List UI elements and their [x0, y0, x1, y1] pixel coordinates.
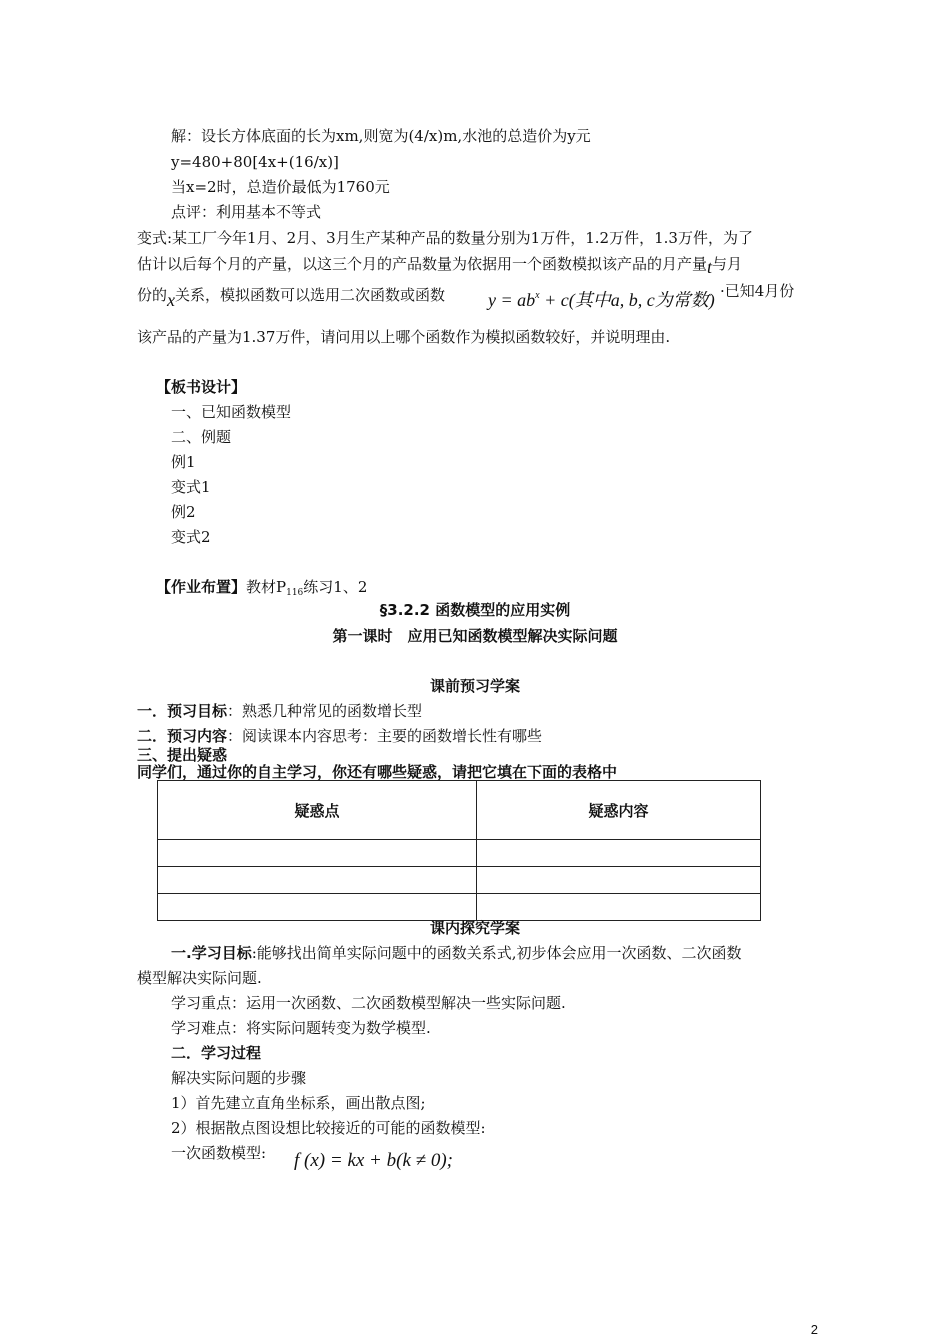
homework-tail: 练习1、2 — [303, 578, 368, 596]
board-item: 一、已知函数模型 — [171, 403, 292, 421]
variant-line-3b: 关系，模拟函数可以选用二次函数或函数 — [175, 286, 446, 304]
steps-title: 解决实际问题的步骤 — [171, 1069, 307, 1087]
preview-content — [137, 726, 542, 746]
table-row — [158, 840, 761, 867]
homework-text: 教材P — [246, 578, 287, 596]
variant-line-2a: 估计以后每个月的产量，以这三个月的产品数量为依据用一个函数模拟该产品的月产量 — [137, 255, 708, 273]
variant-line-3a: 份的 — [137, 286, 168, 304]
variant-line-2b: 与月 — [712, 255, 743, 273]
process-label: 二．学习过程 — [171, 1044, 262, 1062]
inclass-title: 课内探究学案 — [429, 919, 520, 937]
board-item: 例2 — [171, 503, 196, 521]
solution-line-1: 解：设长方体底面的长为xm,则宽为(4/x)m,水池的总造价为y元 — [171, 127, 591, 145]
step-2: 2）根据散点图设想比较接近的可能的函数模型: — [171, 1119, 486, 1137]
inclass-goal — [171, 943, 742, 963]
board-item: 二、例题 — [171, 428, 232, 446]
table-cell[interactable] — [477, 840, 761, 867]
linear-label: 一次函数模型: — [171, 1144, 267, 1162]
table-cell[interactable] — [158, 840, 477, 867]
section-subtitle: 第一课时 应用已知函数模型解决实际问题 — [332, 627, 618, 645]
inclass-goal-label: 一.学习目标 — [171, 944, 252, 962]
board-title: 【板书设计】 — [156, 378, 247, 396]
variant-line-1: 变式:某工厂今年1月、2月、3月生产某种产品的数量分别为1万件，1.2万件，1.3万件，为了 — [137, 229, 753, 247]
section-title: §3.2.2 函数模型的应用实例 — [379, 601, 571, 619]
inclass-goal-cont: 模型解决实际问题. — [137, 969, 262, 987]
table-cell[interactable] — [477, 867, 761, 894]
page-number: 2 — [810, 1322, 818, 1337]
doubt-table-header: 疑惑内容 — [477, 781, 761, 840]
key-point: 学习重点：运用一次函数、二次函数模型解决一些实际问题. — [171, 994, 566, 1012]
model-formula — [488, 286, 715, 310]
table-cell[interactable] — [477, 894, 761, 921]
formula-tail: + c(其中a, b, c为常数) — [544, 290, 715, 310]
board-item: 变式1 — [171, 478, 211, 496]
solution-line-3: 当x=2时，总造价最低为1760元 — [171, 178, 390, 196]
doubt-table — [157, 780, 761, 921]
inclass-goal-text: :能够找出简单实际问题中的函数关系式,初步体会应用一次函数、二次函数 — [251, 944, 742, 962]
doubt-label: 三、提出疑惑 — [137, 746, 228, 764]
preview-title: 课前预习学案 — [429, 677, 520, 695]
difficult-point: 学习难点：将实际问题转变为数学模型. — [171, 1019, 431, 1037]
preview-goal-label: 一．预习目标 — [137, 702, 228, 720]
variant-line-2 — [137, 253, 743, 277]
homework-label: 【作业布置】 — [156, 578, 247, 596]
formula-main: y = ab — [488, 290, 536, 310]
table-cell[interactable] — [158, 894, 477, 921]
board-item: 例1 — [171, 453, 196, 471]
formula-sup: x — [535, 290, 540, 301]
linear-formula: f (x) = kx + b(k ≠ 0); — [294, 1150, 453, 1171]
variant-line-3 — [137, 284, 446, 310]
table-row — [158, 894, 761, 921]
variant-line-3c: ·已知4月份 — [720, 282, 795, 300]
solution-line-4: 点评：利用基本不等式 — [171, 203, 322, 221]
doubt-text: 同学们，通过你的自主学习，你还有哪些疑惑，请把它填在下面的表格中 — [137, 763, 618, 781]
step-1: 1）首先建立直角坐标系，画出散点图; — [171, 1094, 426, 1112]
table-row — [158, 867, 761, 894]
preview-content-label: 二．预习内容 — [137, 727, 228, 745]
board-item: 变式2 — [171, 528, 211, 546]
solution-line-2: y=480+80[4x+(16/x)] — [171, 153, 339, 171]
variant-line-4: 该产品的产量为1.37万件，请问用以上哪个函数作为模拟函数较好，并说明理由. — [137, 328, 671, 346]
table-cell[interactable] — [158, 867, 477, 894]
doubt-table-header: 疑惑点 — [158, 781, 477, 840]
variable-t: t — [707, 257, 713, 277]
preview-content-text: ：阅读课本内容思考：主要的函数增长性有哪些 — [227, 727, 543, 745]
variable-x: x — [167, 290, 176, 310]
preview-goal-text: ：熟悉几种常见的函数增长型 — [227, 702, 423, 720]
homework-page-sub: 116 — [286, 588, 304, 598]
preview-goal — [137, 701, 422, 721]
